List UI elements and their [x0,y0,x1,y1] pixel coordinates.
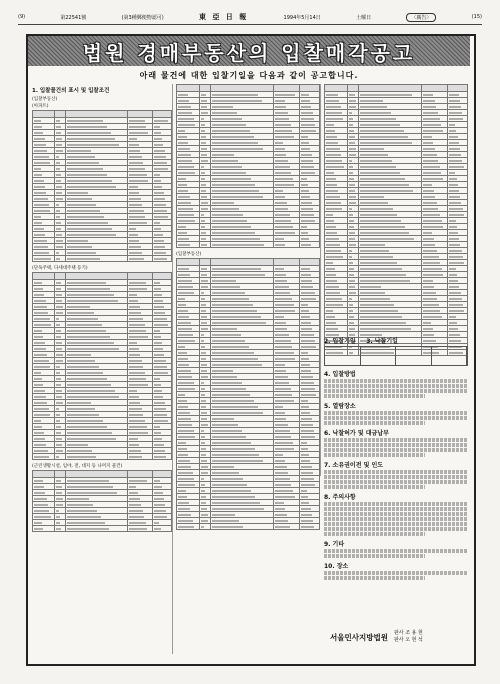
text-line [324,549,468,553]
listing-table [324,84,468,356]
weekday: 土曜日 [356,14,372,21]
listing-table [176,84,320,248]
text-line [324,554,425,558]
paragraph [324,502,468,536]
header-cell [177,259,200,266]
text-line [324,485,425,489]
paragraph [324,571,468,580]
header-cell [299,85,319,92]
text-line [324,394,425,398]
court-officers [394,630,423,644]
table-cell [127,526,152,532]
table-cell [199,524,210,530]
header-cell [274,85,300,92]
listing-block [176,84,320,248]
table-row [177,524,320,530]
table-cell [33,454,55,460]
listing-block [32,272,172,460]
header-cell [55,471,66,478]
text-line [324,421,425,425]
header-cell [152,111,171,118]
misc-heading: 9. 기타 [324,541,345,548]
table-cell [55,256,66,262]
table-cell [274,242,300,248]
date-table [324,346,468,366]
bid-date-heading: 2. 입찰기일 3. 낙찰기일 [324,338,398,345]
paragraph [324,438,468,457]
table-cell [33,256,55,262]
text-line [324,507,468,511]
text-line [324,576,425,580]
notice-section [324,333,468,645]
text-line [324,527,468,531]
ad-title: 법원 경매부동산의 입찰매각공고 [82,40,416,65]
paragraph [324,549,468,558]
table-cell [55,454,66,460]
paragraph [324,379,468,398]
officer-2: 판사 오 현 석 [393,637,423,643]
header-cell [55,111,66,118]
header-cell [199,259,210,266]
text-line [324,522,468,526]
header-cell [152,273,171,280]
header-cell [152,471,171,478]
listing-table [176,258,320,530]
apartment-heading: (아파트) [32,104,49,109]
table-cell [299,242,319,248]
table-header-row [177,85,320,92]
bid-method-heading: 4. 입찰방법 [324,371,356,378]
header-cell [127,111,152,118]
text-line [324,384,468,388]
header-cell [325,85,348,92]
header-cell [66,273,127,280]
header-cell [299,259,319,266]
section-label: 〈廣告〉 [406,13,436,22]
text-line [324,571,468,575]
listing-block [32,470,172,532]
section-1-heading: 1. 입찰물건의 표시 및 입찰조건 [32,88,110,94]
court-signature [330,630,470,644]
listing-block [32,110,172,262]
table-cell [299,524,319,530]
table-cell [211,242,274,248]
column-2 [176,84,321,476]
text-line [324,411,468,415]
table-cell [55,526,66,532]
text-line [324,443,468,447]
table-header-row [177,259,320,266]
header-cell [347,85,358,92]
table-cell [152,256,171,262]
table-cell [127,454,152,460]
column-3 [324,84,468,330]
text-line [324,475,468,479]
text-line [324,416,468,420]
text-line [324,512,468,516]
header-cell [177,85,200,92]
header-cell [127,273,152,280]
table-header-row [325,85,468,92]
table-row [33,256,172,262]
text-line [324,438,468,442]
paragraph [324,470,468,489]
header-cell [211,259,274,266]
transfer-heading: 7. 소유권이전 및 인도 [324,462,384,469]
header-cell [211,85,274,92]
masthead [18,10,482,25]
table-cell [127,256,152,262]
table-cell [177,242,200,248]
header-cell [33,111,55,118]
table-cell [177,524,200,530]
text-line [324,480,468,484]
page-number-left: (9) [18,14,26,20]
place-heading: 10. 장소 [324,563,349,570]
header-cell [33,471,55,478]
text-line [324,517,468,521]
viewing-heading: 5. 열람장소 [324,403,356,410]
header-cell [66,471,127,478]
table-cell [66,526,127,532]
text-line [324,379,468,383]
text-line [324,502,468,506]
text-line [324,453,425,457]
text-line [324,448,468,452]
table-row [177,242,320,248]
header-cell [55,273,66,280]
listing-block [324,84,468,356]
title-banner [28,36,470,66]
table-cell [274,524,300,530]
paragraph [324,411,468,425]
table-cell [211,524,274,530]
table-cell [33,526,55,532]
table-cell [152,526,171,532]
postal-note: (第3種郵便物認可) [121,14,164,21]
officer-1: 판사 조 용 현 [393,630,423,636]
table-header-row [33,111,172,118]
table-cell [152,454,171,460]
issue-number: 第22541號 [60,14,87,21]
section-1-sub: (입찰부동산) [32,97,58,102]
listing-table [32,272,172,460]
page-number-right: (15) [471,14,482,20]
header-cell [422,85,448,92]
header-cell [274,259,300,266]
caution-heading: 8. 주의사항 [324,494,356,501]
table-header-row [33,273,172,280]
listing-block [176,258,320,530]
header-cell [199,85,210,92]
header-cell [66,111,127,118]
ad-subtitle: 아래 물건에 대한 입찰기일을 다음과 같이 공고합니다. [139,71,359,80]
table-row [33,454,172,460]
listing-table [32,470,172,532]
table-row [33,526,172,532]
header-cell [127,471,152,478]
court-name: 서울민사지방법원 [330,632,388,642]
issue-date: 1994年5月14日 [283,14,321,21]
header-cell [33,273,55,280]
payment-heading: 6. 낙찰허가 및 대금납부 [324,430,389,437]
table-cell [66,454,127,460]
column-1 [32,84,173,654]
text-line [324,389,468,393]
table-cell [199,242,210,248]
house-heading: (단독주택, 다세대주택 등기) [32,266,88,271]
listing-table [32,110,172,262]
table-cell [66,256,127,262]
header-cell [447,85,467,92]
other-heading: (근린생활시설, 임야, 전, 대지 등 나머지 물건) [32,464,123,469]
header-cell [359,85,422,92]
table-header-row [33,471,172,478]
paper-name: 東 亞 日 報 [198,12,249,21]
section-2-sub: (입찰부동산) [176,252,202,257]
text-line [324,532,425,536]
text-line [324,470,468,474]
